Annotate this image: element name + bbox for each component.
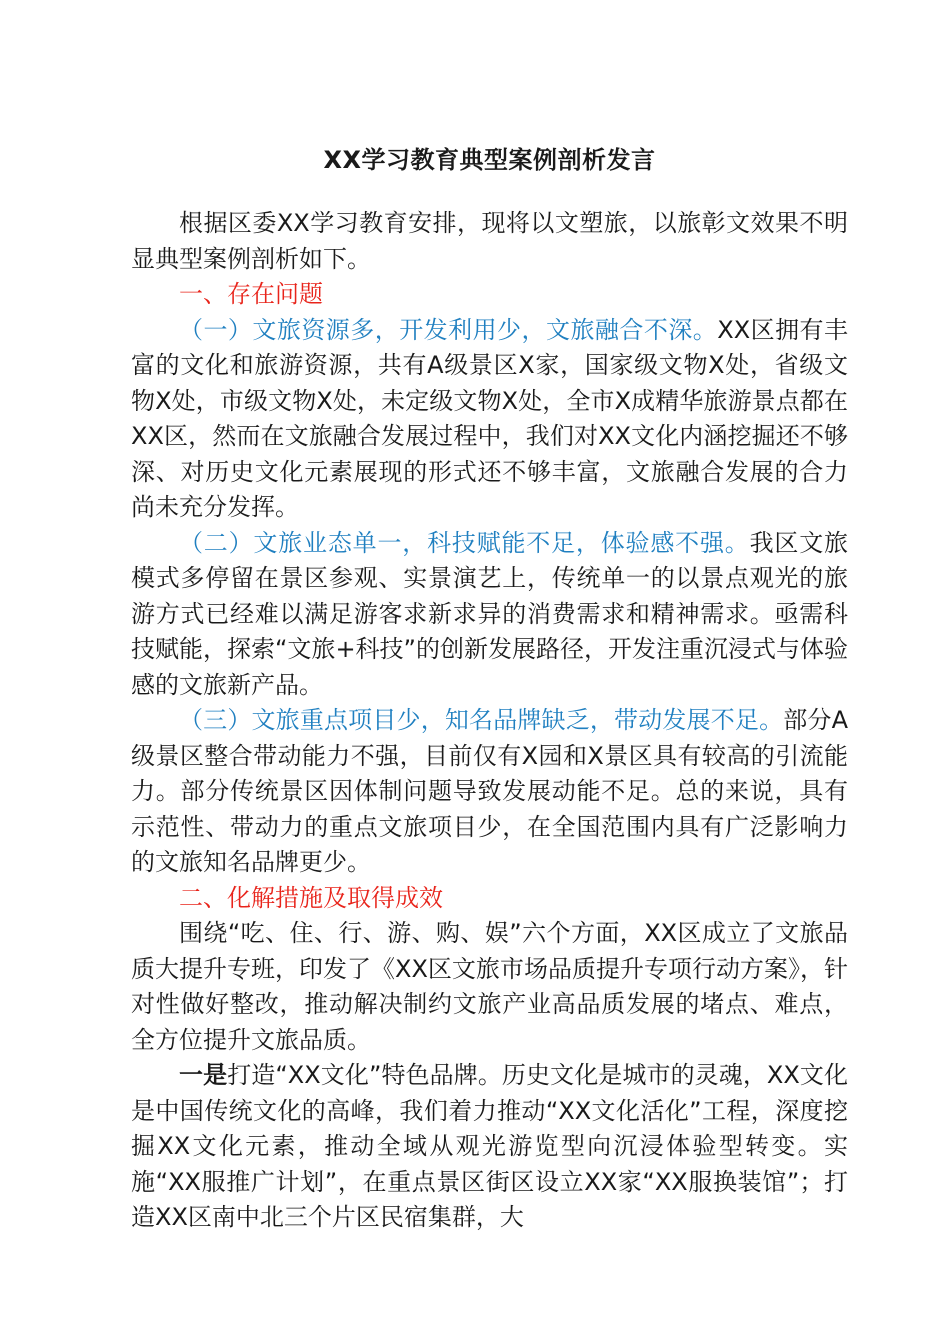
section-heading-measures: 二、化解措施及取得成效 [179,883,443,912]
problem-paragraph-1 [131,313,848,526]
problem-paragraph-3 [131,703,848,881]
section-heading-problems: 一、存在问题 [179,280,323,308]
problem-body-3: 部分A级景区整合带动能力不强，目前仅有X园和X景区具有较高的引流能力。部分传统景区因体制问题导致发展动能不足。总的来说，具有示范性、带动力的重点文旅项目少，在全国范围内具有广泛影响力的文旅知名品牌更少。 [131,706,849,876]
subheading-1: （一）文旅资源多，开发利用少，文旅融合不深。 [179,315,718,344]
subheading-3: （三）文旅重点项目少，知名品牌缺乏，带动发展不足。 [179,706,784,734]
document-page [131,140,848,1236]
subheading-2: （二）文旅业态单一，科技赋能不足，体验感不强。 [179,528,750,557]
measure-paragraph-1 [131,1058,848,1236]
problem-body-2: 我区文旅模式多停留在景区参观、实景演艺上，传统单一的以景点观光的旅游方式已经难以满足游客求新求异的消费需求和精神需求。亟需科技赋能，探索“文旅+科技”的创新发展路径，开发注重沉浸式与体验感的文旅新产品。 [131,528,849,699]
intro-paragraph: 根据区委XX学习教育安排，现将以文塑旅，以旅彰文效果不明显典型案例剖析如下。 [131,209,848,273]
measure-body-1: 打造“XX文化”特色品牌。历史文化是城市的灵魂，XX文化是中国传统文化的高峰，我们着力推动“XX文化活化”工程，深度挖掘XX文化元素，推动全域从观光游览型向沉浸体验型转变。实施“XX服推广计划”，在重点景区街区设立XX家“XX服换装馆”；打造XX区南中北三个片区民宿集群，大 [131,1061,848,1231]
problem-body-1: XX区拥有丰富的文化和旅游资源，共有A级景区X家，国家级文物X处，省级文物X处，市级文物X处，未定级文物X处，全市X成精华旅游景点都在XX区，然而在文旅融合发展过程中，我们对XX文化内涵挖掘还不够深、对历史文化元素展现的形式还不够丰富，文旅融合发展的合力尚未充分发挥。 [131,315,848,521]
problem-paragraph-2 [131,526,848,704]
document-title: XX学习教育典型案例剖析发言 [323,146,656,174]
measures-intro-paragraph: 围绕“吃、住、行、游、购、娱”六个方面，XX区成立了文旅品质大提升专班，印发了《XX区文旅市场品质提升专项行动方案》，针对性做好整改，推动解决制约文旅产业高品质发展的堵点、难点，全方位提升文旅品质。 [131,919,848,1054]
measure-lead-1: 一是 [179,1061,228,1089]
